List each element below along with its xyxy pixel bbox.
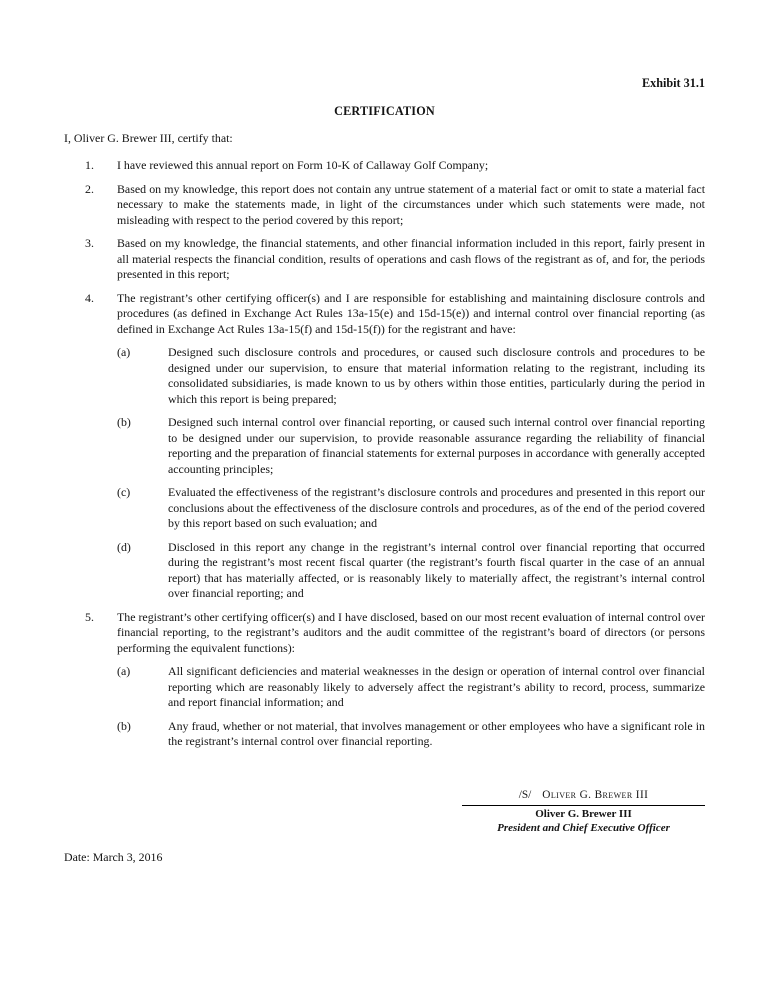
lettered-subitem-4a (64, 345, 705, 407)
subitem-text: All significant deficiencies and material weaknesses in the design or operation of internal control over financial reporting which are reasonably likely to adversely affect the registrant’s ability to record, process, summarize and report financial information; and (168, 664, 705, 710)
subitem-text: Disclosed in this report any change in the registrant’s internal control over financial reporting that occurred during the registrant’s most recent fiscal quarter (the registrant’s fourth fiscal quarter in the case of an annual report) that has materially affected, or is reasonably likely to materially affect, the registrant’s internal control over financial reporting; and (168, 539, 705, 601)
subitem-marker: (b) (117, 415, 131, 430)
exhibit-label: Exhibit 31.1 (642, 76, 705, 90)
numbered-item-2 (64, 182, 705, 229)
date-line: Date: March 3, 2016 (64, 850, 163, 865)
item-text: The registrant’s other certifying officer(s) and I have disclosed, based on our most recent evaluation of internal control over financial reporting, to the registrant’s auditors and the audit committee of the registrant’s board of directors (or persons performing the equivalent functions): (117, 609, 705, 655)
numbered-item-3 (64, 236, 705, 283)
officer-title: President and Chief Executive Officer (497, 821, 670, 834)
item-marker: 5. (85, 609, 94, 624)
subitem-text: Designed such internal control over financial reporting, or caused such internal control over financial reporting to be designed under our supervision, to provide reasonable assurance regarding the reliability of financial reporting and the preparation of financial statements for external purposes in accordance with generally accepted accounting principles; (168, 415, 705, 476)
item-text: The registrant’s other certifying officer(s) and I are responsible for establishing and maintaining disclosure controls and procedures (as defined in Exchange Act Rules 13a-15(e) and 15d-15(e)) and internal control over financial reporting (as defined in Exchange Act Rules 13a-15(f) and 15d-15(f)) for the registrant and have: (117, 290, 705, 336)
item-marker: 4. (85, 290, 94, 305)
item-text: I have reviewed this annual report on Form 10-K of Callaway Golf Company; (117, 158, 489, 173)
subitem-text: Evaluated the effectiveness of the registrant’s disclosure controls and procedures and presented in this report our conclusions about the effectiveness of the disclosure controls and procedures, as of the end of the period covered by this report based on such evaluation; and (168, 485, 705, 531)
subitem-marker: (b) (117, 718, 131, 733)
numbered-item-4 (64, 291, 705, 338)
subitem-text: Designed such disclosure controls and procedures, or caused such disclosure controls and procedures to be designed under our supervision, to ensure that material information relating to the registrant, including its consolidated subsidiaries, is made known to us by others within those entities, particularly during the period in which this report is being prepared; (168, 345, 705, 406)
document-title: CERTIFICATION (334, 103, 435, 118)
signature-rule (462, 805, 705, 806)
subitem-text: Any fraud, whether or not material, that involves management or other employees who have a significant role in the registrant’s internal control over financial reporting. (168, 718, 705, 749)
certify-intro-line: I, Oliver G. Brewer III, certify that: (64, 131, 233, 145)
item-marker: 2. (85, 181, 94, 196)
conformed-signature-line (462, 788, 705, 804)
lettered-subitem-4d (64, 540, 705, 602)
item-marker: 3. (85, 236, 94, 251)
printed-name: Oliver G. Brewer III (535, 808, 632, 821)
lettered-subitem-4b (64, 415, 705, 477)
subitem-marker: (a) (117, 664, 131, 679)
subitem-marker: (c) (117, 485, 131, 500)
numbered-item-1 (64, 158, 705, 174)
item-text: Based on my knowledge, this report does not contain any untrue statement of a material fact or omit to state a material fact necessary to make the statements made, in light of the circumstances under which such statements were made, not misleading with respect to the period covered by this report; (117, 181, 705, 227)
subitem-marker: (d) (117, 539, 131, 554)
lettered-subitem-5b (64, 719, 705, 750)
s-slash-mark: /S/ (518, 788, 532, 801)
numbered-item-5 (64, 610, 705, 657)
subitem-marker: (a) (117, 345, 131, 360)
item-text: Based on my knowledge, the financial statements, and other financial information included in this report, fairly present in all material respects the financial condition, results of operations and cash flows of the registrant as of, and for, the periods presented in this report; (117, 236, 705, 282)
item-marker: 1. (85, 158, 94, 173)
lettered-subitem-5a (64, 664, 705, 711)
conformed-signature-name: Oliver G. Brewer III (542, 788, 649, 801)
signature-block (462, 788, 705, 836)
lettered-subitem-4c (64, 485, 705, 532)
